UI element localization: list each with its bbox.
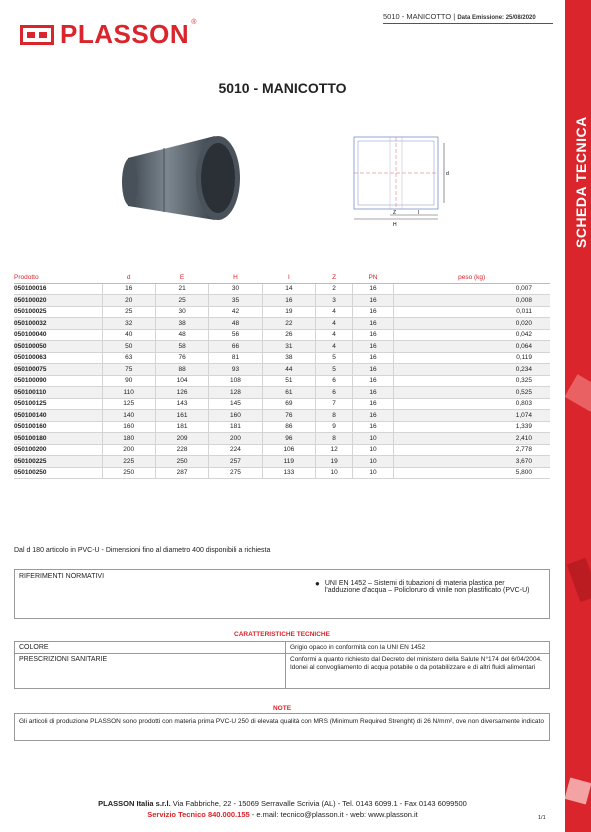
brand-name: PLASSON <box>60 19 190 49</box>
table-cell: 4 <box>316 341 353 353</box>
table-cell: 161 <box>155 410 208 422</box>
side-label: SCHEDA TECNICA <box>573 116 589 248</box>
table-cell: 119 <box>262 456 315 468</box>
table-cell: 0,803 <box>393 398 550 410</box>
table-cell: 8 <box>316 433 353 445</box>
table-cell: 0,234 <box>393 364 550 376</box>
table-cell: 38 <box>262 352 315 364</box>
table-cell: 38 <box>155 318 208 330</box>
char-key: PRESCRIZIONI SANITARIE <box>19 656 108 663</box>
table-cell: 88 <box>155 364 208 376</box>
table-row <box>14 387 550 399</box>
footer-address-line <box>0 798 565 809</box>
table-cell: 0,008 <box>393 295 550 307</box>
char-value: Conformi a quanto richiesto dal Decreto del ministero della Salute N°174 del 6/04/2004. Idonei al convogliamento di acqua potabile o da potabilizzare e di altri fluidi alimentari <box>285 654 549 688</box>
table-cell: 250 <box>155 456 208 468</box>
header-info: 5010 - MANICOTTO | Data Emissione: 25/08/2020 <box>383 12 536 21</box>
product-photo <box>120 128 245 228</box>
table-cell: 050100090 <box>14 375 102 387</box>
table-cell: 108 <box>209 375 262 387</box>
table-row <box>14 318 550 330</box>
table-cell: 56 <box>209 329 262 341</box>
table-cell: 40 <box>102 329 155 341</box>
table-cell: 7 <box>316 398 353 410</box>
table-cell: 050100125 <box>14 398 102 410</box>
table-cell: 128 <box>209 387 262 399</box>
dim-label-d: d <box>446 171 449 177</box>
page-number: 1/1 <box>538 815 546 821</box>
table-cell: 6 <box>316 387 353 399</box>
technical-drawing <box>348 133 458 233</box>
table-row <box>14 398 550 410</box>
table-cell: 16 <box>353 318 394 330</box>
table-row <box>14 341 550 353</box>
table-cell: 2,778 <box>393 444 550 456</box>
side-decoration <box>565 778 591 805</box>
characteristics-title: CARATTERISTICHE TECNICHE <box>234 631 330 638</box>
footer <box>0 798 565 820</box>
table-cell: 0,020 <box>393 318 550 330</box>
company-name: PLASSON Italia s.r.l. <box>98 799 171 808</box>
table-cell: 10 <box>353 456 394 468</box>
table-cell: 143 <box>155 398 208 410</box>
references-box <box>14 569 550 619</box>
table-cell: 16 <box>353 410 394 422</box>
table-cell: 48 <box>209 318 262 330</box>
table-cell: 140 <box>102 410 155 422</box>
header-code-title: 5010 - MANICOTTO <box>383 12 452 21</box>
table-cell: 287 <box>155 467 208 479</box>
table-cell: 224 <box>209 444 262 456</box>
table-cell: 86 <box>262 421 315 433</box>
table-cell: 63 <box>102 352 155 364</box>
col-header: d <box>102 273 155 283</box>
table-cell: 257 <box>209 456 262 468</box>
char-row-prescrizioni <box>15 654 549 688</box>
table-cell: 228 <box>155 444 208 456</box>
table-cell: 050100160 <box>14 421 102 433</box>
table-cell: 4 <box>316 318 353 330</box>
side-decoration <box>567 558 591 602</box>
table-cell: 0,011 <box>393 306 550 318</box>
col-header: H <box>209 273 262 283</box>
table-cell: 050100063 <box>14 352 102 364</box>
table-cell: 10 <box>316 467 353 479</box>
dim-label-h: H <box>393 222 397 228</box>
table-cell: 16 <box>353 306 394 318</box>
table-cell: 180 <box>102 433 155 445</box>
header-rule <box>383 23 553 24</box>
table-cell: 160 <box>209 410 262 422</box>
table-cell: 51 <box>262 375 315 387</box>
table-cell: 16 <box>262 295 315 307</box>
table-cell: 5,800 <box>393 467 550 479</box>
table-cell: 4 <box>316 306 353 318</box>
table-cell: 16 <box>353 387 394 399</box>
registered-mark: ® <box>191 19 197 26</box>
service-line: Servizio Tecnico 840.000.155 <box>147 810 250 819</box>
table-cell: 16 <box>353 329 394 341</box>
table-cell: 25 <box>155 295 208 307</box>
table-cell: 26 <box>262 329 315 341</box>
table-cell: 050100040 <box>14 329 102 341</box>
product-table <box>14 273 550 479</box>
col-header: Prodotto <box>14 273 102 283</box>
table-cell: 69 <box>262 398 315 410</box>
table-cell: 66 <box>209 341 262 353</box>
table-cell: 31 <box>262 341 315 353</box>
table-cell: 10 <box>353 467 394 479</box>
table-row <box>14 444 550 456</box>
table-cell: 4 <box>316 329 353 341</box>
table-cell: 0,007 <box>393 283 550 295</box>
col-header: peso (kg) <box>393 273 550 283</box>
table-cell: 44 <box>262 364 315 376</box>
note-title: NOTE <box>272 705 292 712</box>
table-cell: 12 <box>316 444 353 456</box>
table-cell: 050100050 <box>14 341 102 353</box>
table-header-row <box>14 273 550 283</box>
table-cell: 225 <box>102 456 155 468</box>
table-cell: 0,064 <box>393 341 550 353</box>
table-cell: 22 <box>262 318 315 330</box>
table-cell: 25 <box>102 306 155 318</box>
table-cell: 90 <box>102 375 155 387</box>
references-label: RIFERIMENTI NORMATIVI <box>19 573 105 580</box>
table-cell: 181 <box>209 421 262 433</box>
table-cell: 14 <box>262 283 315 295</box>
table-cell: 19 <box>262 306 315 318</box>
table-cell: 16 <box>353 352 394 364</box>
table-cell: 10 <box>353 444 394 456</box>
table-cell: 050100025 <box>14 306 102 318</box>
col-header: Z <box>316 273 353 283</box>
table-cell: 0,042 <box>393 329 550 341</box>
char-key: COLORE <box>19 644 49 651</box>
table-cell: 0,119 <box>393 352 550 364</box>
table-cell: 0,325 <box>393 375 550 387</box>
table-cell: 42 <box>209 306 262 318</box>
table-cell: 30 <box>155 306 208 318</box>
note-text: Gli articoli di produzione PLASSON sono prodotti con materia prima PVC-U 250 di elevata qualità con MRS (Minimum Required Strenght) di 26 N/mm², ove non diversamente indicato <box>19 718 544 725</box>
table-cell: 19 <box>316 456 353 468</box>
issue-date: Data Emissione: 25/08/2020 <box>457 15 536 21</box>
table-row <box>14 306 550 318</box>
table-cell: 050100225 <box>14 456 102 468</box>
table-cell: 3 <box>316 295 353 307</box>
table-cell: 35 <box>209 295 262 307</box>
table-cell: 2,410 <box>393 433 550 445</box>
table-cell: 2 <box>316 283 353 295</box>
table-cell: 16 <box>102 283 155 295</box>
table-cell: 125 <box>102 398 155 410</box>
brand-logo <box>20 19 196 50</box>
table-cell: 93 <box>209 364 262 376</box>
page-title: 5010 - MANICOTTO <box>218 80 347 96</box>
table-cell: 6 <box>316 375 353 387</box>
table-cell: 61 <box>262 387 315 399</box>
table-cell: 16 <box>353 375 394 387</box>
col-header: E <box>155 273 208 283</box>
company-address: Via Fabbriche, 22 - 15069 Serravalle Scrivia (AL) - Tel. 0143 6099.1 - Fax 0143 6099500 <box>172 799 467 808</box>
table-cell: 32 <box>102 318 155 330</box>
table-cell: 16 <box>353 341 394 353</box>
table-cell: 275 <box>209 467 262 479</box>
table-cell: 50 <box>102 341 155 353</box>
table-cell: 48 <box>155 329 208 341</box>
char-value: Grigio opaco in conformità con la UNI EN 1452 <box>285 642 549 653</box>
table-row <box>14 295 550 307</box>
table-cell: 8 <box>316 410 353 422</box>
table-row <box>14 467 550 479</box>
table-cell: 16 <box>353 364 394 376</box>
table-cell: 81 <box>209 352 262 364</box>
table-cell: 181 <box>155 421 208 433</box>
logo-icon <box>20 25 54 45</box>
table-cell: 76 <box>262 410 315 422</box>
table-cell: 0,525 <box>393 387 550 399</box>
table-cell: 75 <box>102 364 155 376</box>
table-cell: 16 <box>353 295 394 307</box>
table-cell: 050100020 <box>14 295 102 307</box>
col-header: I <box>262 273 315 283</box>
table-cell: 106 <box>262 444 315 456</box>
table-cell: 16 <box>353 398 394 410</box>
table-cell: 209 <box>155 433 208 445</box>
note-box <box>14 713 550 741</box>
table-cell: 58 <box>155 341 208 353</box>
table-cell: 1,074 <box>393 410 550 422</box>
table-cell: 30 <box>209 283 262 295</box>
table-row <box>14 410 550 422</box>
char-row-colore <box>15 642 549 654</box>
table-row <box>14 433 550 445</box>
table-cell: 200 <box>102 444 155 456</box>
table-cell: 145 <box>209 398 262 410</box>
table-cell: 050100180 <box>14 433 102 445</box>
table-cell: 5 <box>316 364 353 376</box>
characteristics-box <box>14 641 550 689</box>
table-cell: 133 <box>262 467 315 479</box>
side-decoration <box>565 374 591 412</box>
reference-text: UNI EN 1452 – Sistemi di tubazioni di materia plastica per l'adduzione d'acqua – Policloruro di vinile non plastificato (PVC-U) <box>324 580 530 594</box>
table-cell: 250 <box>102 467 155 479</box>
table-row <box>14 329 550 341</box>
table-cell: 21 <box>155 283 208 295</box>
table-cell: 126 <box>155 387 208 399</box>
table-cell: 050100250 <box>14 467 102 479</box>
table-cell: 16 <box>353 283 394 295</box>
dim-label-l: l <box>418 210 420 216</box>
table-cell: 050100075 <box>14 364 102 376</box>
table-cell: 5 <box>316 352 353 364</box>
table-cell: 050100016 <box>14 283 102 295</box>
reference-item <box>315 580 535 594</box>
table-row <box>14 421 550 433</box>
table-cell: 76 <box>155 352 208 364</box>
table-cell: 20 <box>102 295 155 307</box>
bullet-icon: ● <box>315 579 320 588</box>
table-cell: 050100140 <box>14 410 102 422</box>
col-header: PN <box>353 273 394 283</box>
table-cell: 050100200 <box>14 444 102 456</box>
table-cell: 104 <box>155 375 208 387</box>
table-cell: 200 <box>209 433 262 445</box>
table-row <box>14 283 550 295</box>
table-row <box>14 375 550 387</box>
table-row <box>14 364 550 376</box>
table-cell: 050100110 <box>14 387 102 399</box>
table-row <box>14 456 550 468</box>
table-note: Dal d 180 articolo in PVC-U - Dimensioni fino al diametro 400 disponibili a richiesta <box>14 547 271 554</box>
table-cell: 050100032 <box>14 318 102 330</box>
table-row <box>14 352 550 364</box>
table-cell: 160 <box>102 421 155 433</box>
contacts: - e.mail: tecnico@plasson.it - web: www.plasson.it <box>251 810 418 819</box>
table-cell: 16 <box>353 421 394 433</box>
table-cell: 96 <box>262 433 315 445</box>
table-cell: 9 <box>316 421 353 433</box>
table-cell: 10 <box>353 433 394 445</box>
footer-contact-line <box>0 809 565 820</box>
dim-label-z: Z <box>393 210 397 216</box>
table-cell: 110 <box>102 387 155 399</box>
table-cell: 1,339 <box>393 421 550 433</box>
table-cell: 3,670 <box>393 456 550 468</box>
